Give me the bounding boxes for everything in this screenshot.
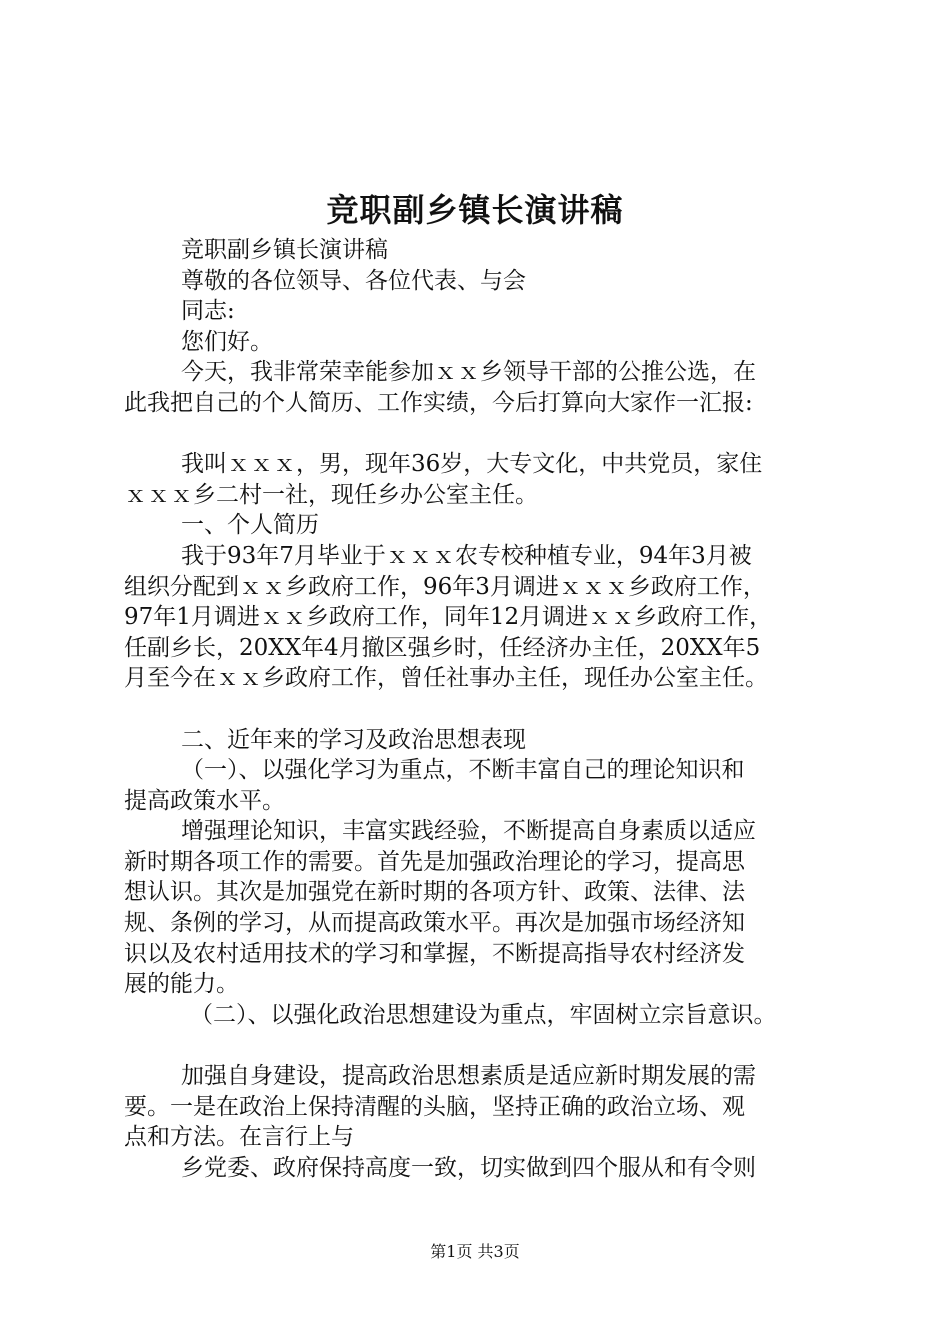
section-heading: 一、个人简历 <box>181 512 319 539</box>
paragraph-line: 尊敬的各位领导、各位代表、与会 <box>181 267 526 294</box>
subsection-heading: （一）、以强化学习为重点，不断丰富自己的理论知识和 <box>181 757 745 784</box>
paragraph-line: 要。一是在政治上保持清醒的头脑，坚持正确的政治立场、观 <box>124 1093 745 1120</box>
paragraph-line: 乡党委、政府保持高度一致，切实做到四个服从和有令则 <box>181 1154 756 1181</box>
subsection-heading: （二）、以强化政治思想建设为重点，牢固树立宗旨意识。 <box>190 1001 777 1028</box>
paragraph-line: 规、条例的学习，从而提高政策水平。再次是加强市场经济知 <box>124 910 745 937</box>
paragraph-line: 月至今在ｘｘ乡政府工作，曾任社事办主任，现任办公室主任。 <box>124 665 768 692</box>
page-number-footer: 第1页 共3页 <box>430 1242 520 1261</box>
document-title: 竞职副乡镇长演讲稿 <box>326 191 624 229</box>
paragraph-line: 新时期各项工作的需要。首先是加强政治理论的学习，提高思 <box>124 848 745 875</box>
paragraph-line: 任副乡长，20XX年4月撤区强乡时，任经济办主任，20XX年5 <box>124 634 761 661</box>
paragraph-spacer <box>124 419 836 450</box>
paragraph-line: 竞职副乡镇长演讲稿 <box>181 237 388 263</box>
paragraph-line: 加强自身建设，提高政治思想素质是适应新时期发展的需 <box>181 1063 756 1090</box>
paragraph-line: 识以及农村适用技术的学习和掌握，不断提高指导农村经济发 <box>124 940 745 967</box>
section-heading: 二、近年来的学习及政治思想表现 <box>181 726 526 753</box>
paragraph-line: 同志: <box>181 298 235 325</box>
paragraph-line: 您们好。 <box>181 328 273 355</box>
paragraph-line: 组织分配到ｘｘ乡政府工作，96年3月调进ｘｘｘ乡政府工作， <box>124 573 766 600</box>
paragraph-line: 今天，我非常荣幸能参加ｘｘ乡领导干部的公推公选，在 <box>181 359 756 386</box>
paragraph-line: 点和方法。在言行上与 <box>124 1124 354 1151</box>
paragraph-line: ｘｘｘ乡二村一社，现任乡办公室主任。 <box>124 481 538 508</box>
paragraph-line: 提高政策水平。 <box>124 787 285 814</box>
paragraph-spacer <box>124 1030 836 1061</box>
paragraph-line: 此我把自己的个人简历、工作实绩，今后打算向大家作一汇报: <box>124 389 753 416</box>
paragraph-line: 增强理论知识，丰富实践经验，不断提高自身素质以适应 <box>181 818 756 845</box>
paragraph-line: 我于93年7月毕业于ｘｘｘ农专校种植专业，94年3月被 <box>181 542 752 569</box>
paragraph-line: 我叫ｘｘｘ，男，现年36岁，大专文化，中共党员，家住 <box>181 451 763 478</box>
paragraph-line: 97年1月调进ｘｘ乡政府工作，同年12月调进ｘｘ乡政府工作， <box>124 604 773 631</box>
paragraph-spacer <box>124 694 836 725</box>
paragraph-line: 展的能力。 <box>124 971 239 998</box>
document-body <box>124 235 836 1183</box>
paragraph-line: 想认识。其次是加强党在新时期的各项方针、政策、法律、法 <box>124 879 745 906</box>
